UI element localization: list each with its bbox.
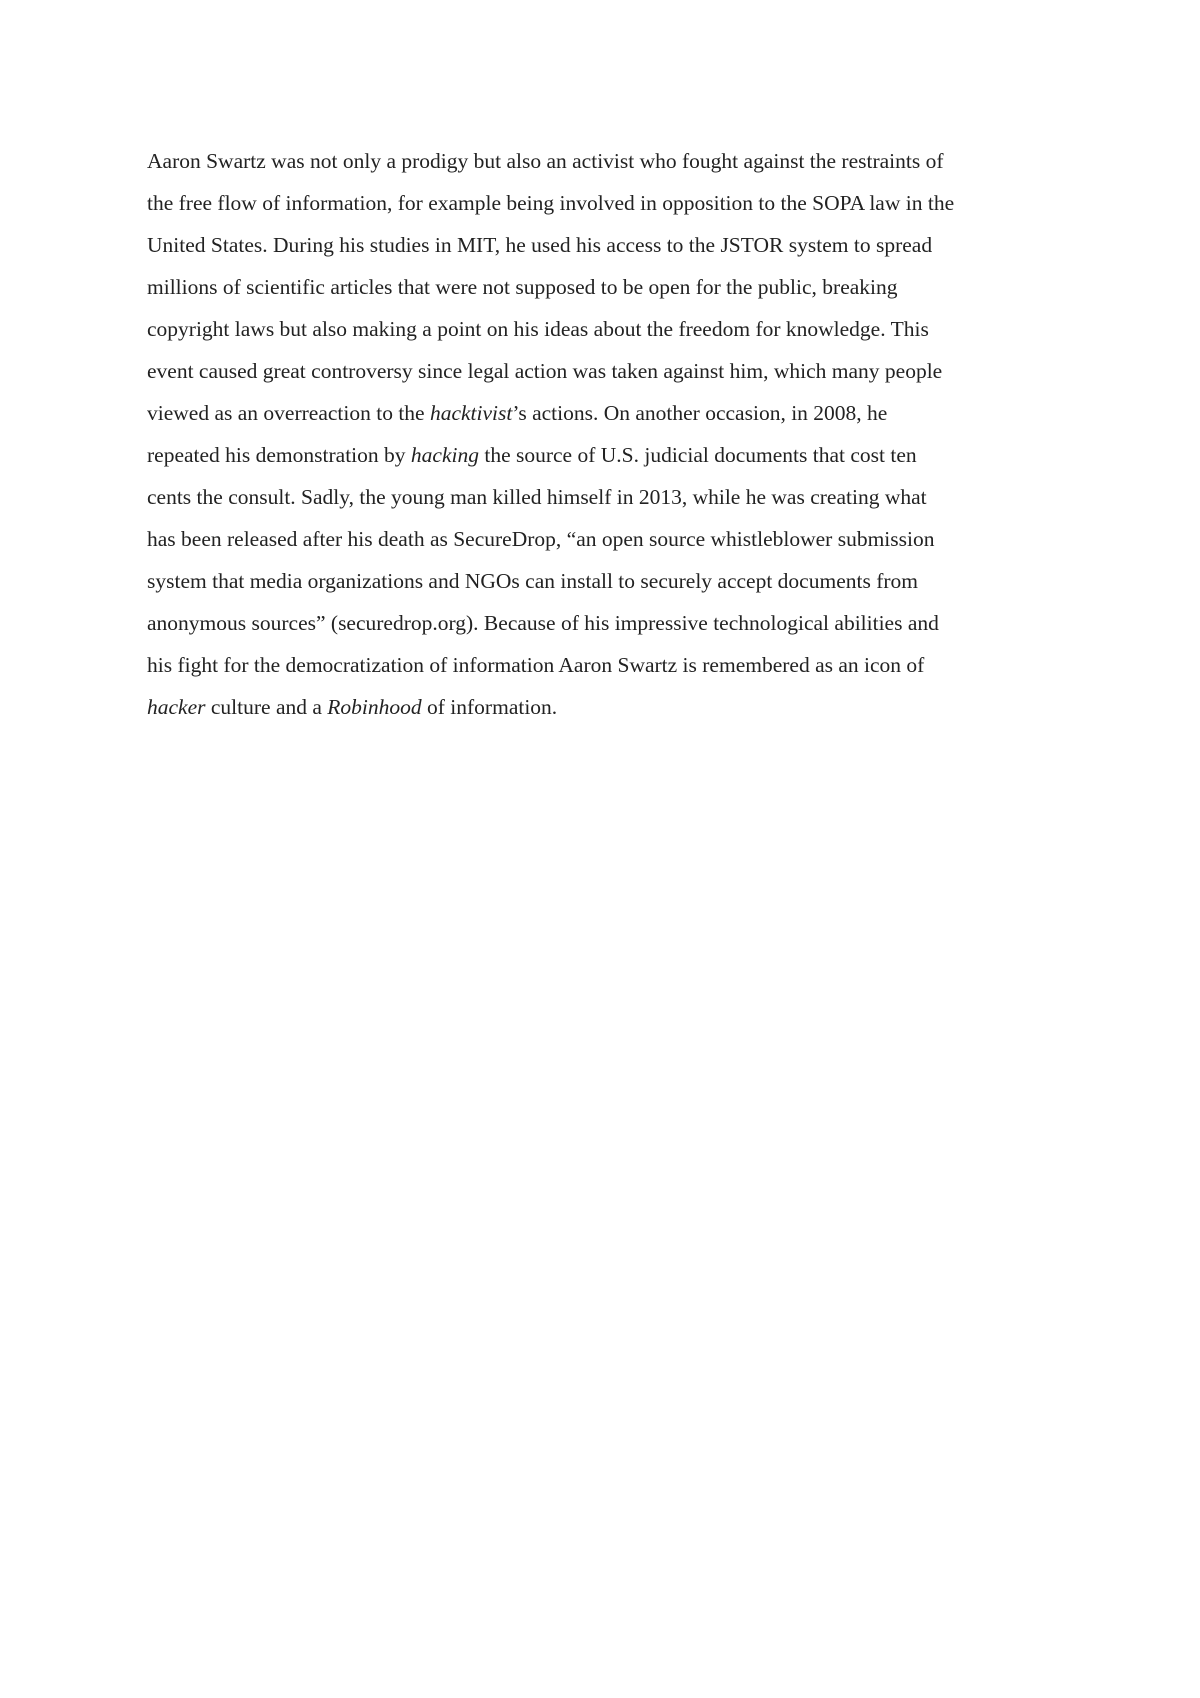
italic-text: hacker <box>147 695 206 719</box>
text-segment: repeated his demonstration by <box>147 443 411 467</box>
text-line <box>147 266 1077 308</box>
text-line <box>147 392 1077 434</box>
text-segment: the free flow of information, for example being involved in opposition to the SOPA law in the <box>147 191 955 215</box>
italic-text: Robinhood <box>327 695 422 719</box>
text-segment: Aaron Swartz was not only a prodigy but also an activist who fought against the restraints of <box>147 149 944 173</box>
text-line <box>147 350 1077 392</box>
text-segment: anonymous sources” (securedrop.org). Because of his impressive technological abilities and <box>147 611 939 635</box>
text-segment: culture and a <box>205 695 328 719</box>
text-segment: copyright laws but also making a point on his ideas about the freedom for knowledge. This <box>147 317 929 341</box>
text-line <box>147 560 1077 602</box>
text-line <box>147 686 1077 728</box>
text-segment: event caused great controversy since legal action was taken against him, which many people <box>147 359 943 383</box>
text-segment: viewed as an overreaction to the <box>147 401 430 425</box>
text-line <box>147 518 1077 560</box>
text-segment: ’s actions. On another occasion, in 2008, he <box>512 401 888 425</box>
text-segment: of information. <box>421 695 558 719</box>
text-line <box>147 308 1077 350</box>
body-paragraph <box>147 140 1077 728</box>
text-line <box>147 476 1077 518</box>
text-segment: system that media organizations and NGOs can install to securely accept documents from <box>147 569 918 593</box>
text-line <box>147 182 1077 224</box>
text-segment: his fight for the democratization of information Aaron Swartz is remembered as an icon of <box>147 653 925 677</box>
text-line <box>147 224 1077 266</box>
text-line <box>147 140 1077 182</box>
text-line <box>147 434 1077 476</box>
text-segment: cents the consult. Sadly, the young man killed himself in 2013, while he was creating what <box>147 485 927 509</box>
italic-text: hacktivist <box>429 401 513 425</box>
text-segment: has been released after his death as SecureDrop, “an open source whistleblower submission <box>147 527 935 551</box>
text-line <box>147 644 1077 686</box>
text-line <box>147 602 1077 644</box>
text-segment: United States. During his studies in MIT, he used his access to the JSTOR system to spread <box>147 233 933 257</box>
text-segment: millions of scientific articles that were not supposed to be open for the public, breaking <box>147 275 898 299</box>
text-segment: the source of U.S. judicial documents that cost ten <box>478 443 917 467</box>
italic-text: hacking <box>410 443 479 467</box>
